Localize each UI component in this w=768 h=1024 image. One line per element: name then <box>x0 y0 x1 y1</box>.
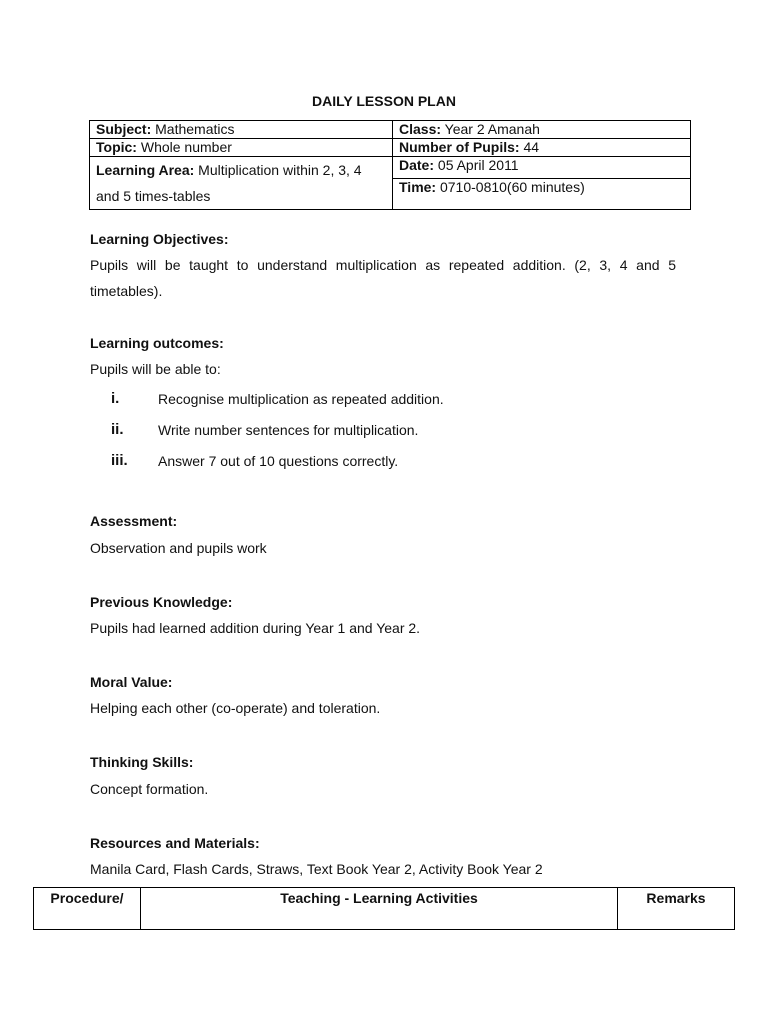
subject-value: Mathematics <box>151 121 235 137</box>
class-cell <box>393 121 691 139</box>
resources-heading: Resources and Materials: <box>90 835 260 851</box>
outcomes-heading: Learning outcomes: <box>90 335 224 351</box>
learning-area-cell <box>90 157 393 210</box>
class-label: Class: <box>399 121 442 137</box>
pupils-value: 44 <box>519 139 540 155</box>
pupils-cell <box>393 139 691 157</box>
moral-value-text: Helping each other (co-operate) and toleration. <box>90 700 381 716</box>
previous-knowledge-text: Pupils had learned addition during Year 1 and Year 2. <box>90 620 421 636</box>
activities-header: Teaching - Learning Activities <box>141 888 618 930</box>
time-label: Time: <box>399 179 437 196</box>
objectives-text: Pupils will be taught to understand multiplication as repeated addition. (2, 3, 4 and 5 timetables). <box>90 257 676 299</box>
outcome-number: iii. <box>111 452 128 469</box>
page-title: DAILY LESSON PLAN <box>312 93 456 109</box>
procedure-header-row <box>34 888 735 930</box>
procedure-table <box>33 887 735 930</box>
outcome-text: Answer 7 out of 10 questions correctly. <box>158 453 399 469</box>
pupils-label: Number of Pupils: <box>399 139 520 155</box>
moral-value-heading: Moral Value: <box>90 674 173 690</box>
info-row-topic <box>90 139 691 157</box>
outcome-text: Write number sentences for multiplication. <box>158 422 419 438</box>
thinking-skills-heading: Thinking Skills: <box>90 754 194 770</box>
topic-value: Whole number <box>136 139 232 155</box>
topic-cell <box>90 139 393 157</box>
topic-label: Topic: <box>96 139 137 155</box>
class-value: Year 2 Amanah <box>441 121 540 137</box>
outcome-number: ii. <box>111 421 124 438</box>
outcome-number: i. <box>111 390 120 407</box>
info-row-learning-area <box>90 157 691 179</box>
outcomes-intro: Pupils will be able to: <box>90 361 221 377</box>
outcome-text: Recognise multiplication as repeated addition. <box>158 391 444 407</box>
date-label: Date: <box>399 157 435 173</box>
date-value: 05 April 2011 <box>434 157 519 173</box>
subject-cell <box>90 121 393 139</box>
learning-area-label: Learning Area: <box>96 162 195 178</box>
procedure-header: Procedure/ <box>34 888 141 930</box>
resources-text: Manila Card, Flash Cards, Straws, Text Book Year 2, Activity Book Year 2 <box>90 861 543 877</box>
info-row-subject <box>90 121 691 139</box>
time-value: 0710-0810(60 minutes) <box>436 179 585 196</box>
thinking-skills-text: Concept formation. <box>90 781 209 797</box>
subject-label: Subject: <box>96 121 152 137</box>
objectives-heading: Learning Objectives: <box>90 231 229 247</box>
assessment-text: Observation and pupils work <box>90 540 267 556</box>
previous-knowledge-heading: Previous Knowledge: <box>90 594 233 610</box>
lesson-info-table <box>89 120 691 210</box>
learning-area-value: Multiplication within 2, 3, 4 and 5 times-tables <box>96 162 362 204</box>
remarks-header: Remarks <box>618 888 735 930</box>
time-cell <box>393 179 691 210</box>
assessment-heading: Assessment: <box>90 513 178 529</box>
date-cell <box>393 157 691 179</box>
